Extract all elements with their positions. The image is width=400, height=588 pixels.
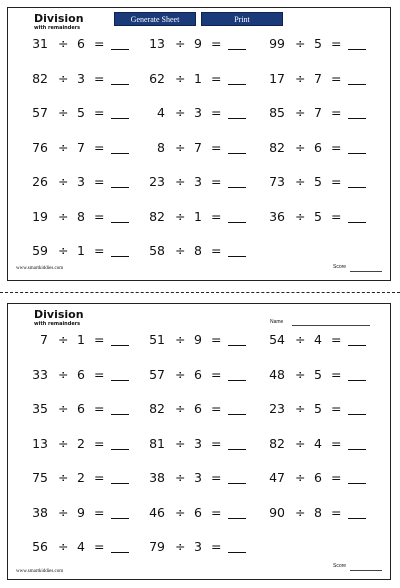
equals-sign: = xyxy=(331,435,342,451)
answer-blank[interactable] xyxy=(348,518,366,519)
dividend: 59 xyxy=(32,243,48,258)
divide-sign: ÷ xyxy=(175,504,186,520)
worksheet-student-sheet xyxy=(7,303,391,580)
divide-sign: ÷ xyxy=(175,366,186,382)
equals-sign: = xyxy=(94,208,105,224)
divide-sign: ÷ xyxy=(175,401,186,416)
answer-blank[interactable] xyxy=(348,187,366,188)
equals-sign: = xyxy=(94,504,105,520)
divide-sign: ÷ xyxy=(175,470,186,485)
answer-blank[interactable] xyxy=(228,187,246,188)
divisor: 3 xyxy=(194,470,202,485)
dividend: 85 xyxy=(269,105,285,120)
equals-sign: = xyxy=(331,401,342,416)
divisor: 7 xyxy=(77,139,85,155)
equals-sign: = xyxy=(211,366,222,382)
answer-blank[interactable] xyxy=(348,414,366,415)
problem-row xyxy=(8,103,390,123)
dividend: 57 xyxy=(149,366,165,382)
divide-sign: ÷ xyxy=(58,105,69,120)
dividend: 26 xyxy=(32,174,48,189)
divisor: 5 xyxy=(314,401,322,416)
divide-sign: ÷ xyxy=(175,208,186,224)
equals-sign: = xyxy=(331,208,342,224)
equals-sign: = xyxy=(211,332,222,347)
problem-row xyxy=(8,207,390,227)
dividend: 99 xyxy=(269,36,285,51)
dividend: 73 xyxy=(269,174,285,189)
dividend: 82 xyxy=(269,435,285,451)
divide-sign: ÷ xyxy=(175,332,186,347)
divide-sign: ÷ xyxy=(295,504,306,520)
divisor: 6 xyxy=(77,401,85,416)
dividend: 54 xyxy=(269,332,285,347)
answer-blank[interactable] xyxy=(111,118,129,119)
equals-sign: = xyxy=(211,401,222,416)
divide-sign: ÷ xyxy=(58,401,69,416)
divisor: 1 xyxy=(77,332,85,347)
divide-sign: ÷ xyxy=(58,470,69,485)
equals-sign: = xyxy=(211,139,222,155)
divisor: 7 xyxy=(194,139,202,155)
score-line xyxy=(350,271,382,272)
dividend: 19 xyxy=(32,208,48,224)
dividend: 81 xyxy=(149,435,165,451)
divisor: 7 xyxy=(314,70,322,86)
equals-sign: = xyxy=(211,105,222,120)
divisor: 6 xyxy=(194,504,202,520)
divisor: 3 xyxy=(194,105,202,120)
answer-blank[interactable] xyxy=(228,256,246,257)
answer-blank[interactable] xyxy=(228,345,246,346)
equals-sign: = xyxy=(331,504,342,520)
problem-row xyxy=(8,138,390,158)
problem-row xyxy=(8,330,390,350)
divide-sign: ÷ xyxy=(295,174,306,189)
divide-sign: ÷ xyxy=(58,504,69,520)
answer-blank[interactable] xyxy=(111,518,129,519)
equals-sign: = xyxy=(331,332,342,347)
divisor: 6 xyxy=(194,401,202,416)
equals-sign: = xyxy=(94,243,105,258)
divide-sign: ÷ xyxy=(295,105,306,120)
name-line[interactable] xyxy=(292,325,370,326)
answer-blank[interactable] xyxy=(348,380,366,381)
dividend: 82 xyxy=(149,401,165,416)
dividend: 38 xyxy=(149,470,165,485)
equals-sign: = xyxy=(94,539,105,554)
answer-blank[interactable] xyxy=(228,153,246,154)
equals-sign: = xyxy=(211,174,222,189)
dividend: 8 xyxy=(157,139,165,155)
divisor: 8 xyxy=(194,243,202,258)
dividend: 62 xyxy=(149,70,165,86)
divide-sign: ÷ xyxy=(175,539,186,554)
answer-blank[interactable] xyxy=(228,49,246,50)
answer-blank[interactable] xyxy=(228,118,246,119)
problem-row xyxy=(8,434,390,454)
equals-sign: = xyxy=(211,70,222,86)
equals-sign: = xyxy=(94,70,105,86)
equals-sign: = xyxy=(94,105,105,120)
answer-blank[interactable] xyxy=(111,552,129,553)
divide-sign: ÷ xyxy=(175,243,186,258)
dividend: 17 xyxy=(269,70,285,86)
answer-blank[interactable] xyxy=(228,449,246,450)
divide-sign: ÷ xyxy=(295,208,306,224)
score-line xyxy=(350,570,382,571)
divide-sign: ÷ xyxy=(295,470,306,485)
worksheet-subtitle: with remainders xyxy=(34,321,81,327)
equals-sign: = xyxy=(211,243,222,258)
divisor: 3 xyxy=(194,539,202,554)
divisor: 6 xyxy=(314,139,322,155)
website-footer: www.smartkiddies.com xyxy=(16,569,64,574)
dividend: 13 xyxy=(149,36,165,51)
dividend: 56 xyxy=(32,539,48,554)
worksheet-title: Division xyxy=(34,308,84,321)
equals-sign: = xyxy=(94,139,105,155)
answer-blank[interactable] xyxy=(228,552,246,553)
divide-sign: ÷ xyxy=(175,105,186,120)
dividend: 38 xyxy=(32,504,48,520)
divide-sign: ÷ xyxy=(295,70,306,86)
divide-sign: ÷ xyxy=(175,70,186,86)
answer-blank[interactable] xyxy=(348,118,366,119)
problem-row xyxy=(8,537,390,557)
dividend: 79 xyxy=(149,539,165,554)
answer-blank[interactable] xyxy=(111,380,129,381)
divide-sign: ÷ xyxy=(58,70,69,86)
divisor: 6 xyxy=(77,366,85,382)
equals-sign: = xyxy=(211,470,222,485)
divide-sign: ÷ xyxy=(58,174,69,189)
dividend: 57 xyxy=(32,105,48,120)
equals-sign: = xyxy=(331,470,342,485)
problem-row xyxy=(8,503,390,523)
answer-blank[interactable] xyxy=(111,84,129,85)
equals-sign: = xyxy=(211,504,222,520)
answer-blank[interactable] xyxy=(348,84,366,85)
divisor: 8 xyxy=(77,208,85,224)
answer-blank[interactable] xyxy=(348,153,366,154)
divisor: 4 xyxy=(314,435,322,451)
divisor: 2 xyxy=(77,470,85,485)
divisor: 3 xyxy=(77,174,85,189)
answer-blank[interactable] xyxy=(348,49,366,50)
equals-sign: = xyxy=(94,470,105,485)
worksheet-subtitle: with remainders xyxy=(34,25,81,31)
equals-sign: = xyxy=(94,366,105,382)
divisor: 5 xyxy=(314,174,322,189)
problem-row xyxy=(8,399,390,419)
dividend: 76 xyxy=(32,139,48,155)
divisor: 2 xyxy=(77,435,85,451)
equals-sign: = xyxy=(94,332,105,347)
divide-sign: ÷ xyxy=(58,366,69,382)
divide-sign: ÷ xyxy=(175,36,186,51)
divisor: 5 xyxy=(314,36,322,51)
answer-blank[interactable] xyxy=(228,222,246,223)
answer-blank[interactable] xyxy=(228,84,246,85)
dividend: 82 xyxy=(269,139,285,155)
score-label: Score xyxy=(333,563,347,569)
answer-blank[interactable] xyxy=(111,483,129,484)
dividend: 48 xyxy=(269,366,285,382)
divisor: 4 xyxy=(314,332,322,347)
equals-sign: = xyxy=(331,139,342,155)
dividend: 47 xyxy=(269,470,285,485)
equals-sign: = xyxy=(94,401,105,416)
equals-sign: = xyxy=(94,174,105,189)
divide-sign: ÷ xyxy=(58,435,69,451)
divide-sign: ÷ xyxy=(295,366,306,382)
divisor: 4 xyxy=(77,539,85,554)
problem-row xyxy=(8,241,390,261)
dividend: 33 xyxy=(32,366,48,382)
divisor: 7 xyxy=(314,105,322,120)
divisor: 1 xyxy=(194,208,202,224)
score-label: Score xyxy=(333,264,347,270)
divisor: 3 xyxy=(194,435,202,451)
dividend: 46 xyxy=(149,504,165,520)
answer-blank[interactable] xyxy=(348,345,366,346)
dividend: 36 xyxy=(269,208,285,224)
problem-row xyxy=(8,69,390,89)
answer-blank[interactable] xyxy=(348,449,366,450)
divisor: 1 xyxy=(194,70,202,86)
divide-sign: ÷ xyxy=(175,174,186,189)
equals-sign: = xyxy=(94,36,105,51)
website-footer: www.smartkiddies.com xyxy=(16,266,64,271)
divide-sign: ÷ xyxy=(295,36,306,51)
divisor: 9 xyxy=(194,36,202,51)
equals-sign: = xyxy=(331,70,342,86)
divide-sign: ÷ xyxy=(175,435,186,451)
divide-sign: ÷ xyxy=(295,401,306,416)
dividend: 4 xyxy=(157,105,165,120)
equals-sign: = xyxy=(94,435,105,451)
problem-row xyxy=(8,34,390,54)
worksheet-answer-sheet xyxy=(7,7,391,281)
divisor: 3 xyxy=(194,174,202,189)
dividend: 75 xyxy=(32,470,48,485)
answer-blank[interactable] xyxy=(228,414,246,415)
answer-blank[interactable] xyxy=(111,345,129,346)
divide-sign: ÷ xyxy=(58,332,69,347)
divisor: 5 xyxy=(77,105,85,120)
dividend: 51 xyxy=(149,332,165,347)
divide-sign: ÷ xyxy=(295,139,306,155)
worksheet-title: Division xyxy=(34,12,84,25)
print-button[interactable]: Print xyxy=(201,12,283,26)
dividend: 82 xyxy=(32,70,48,86)
divide-sign: ÷ xyxy=(295,435,306,451)
answer-blank[interactable] xyxy=(111,449,129,450)
dividend: 13 xyxy=(32,435,48,451)
dividend: 35 xyxy=(32,401,48,416)
equals-sign: = xyxy=(211,208,222,224)
answer-blank[interactable] xyxy=(228,483,246,484)
equals-sign: = xyxy=(211,36,222,51)
equals-sign: = xyxy=(331,36,342,51)
dividend: 23 xyxy=(269,401,285,416)
divisor: 6 xyxy=(314,470,322,485)
dividend: 82 xyxy=(149,208,165,224)
equals-sign: = xyxy=(211,539,222,554)
answer-blank[interactable] xyxy=(111,256,129,257)
dividend: 31 xyxy=(32,36,48,51)
dividend: 7 xyxy=(40,332,48,347)
equals-sign: = xyxy=(331,105,342,120)
divisor: 9 xyxy=(77,504,85,520)
answer-blank[interactable] xyxy=(111,414,129,415)
problem-row xyxy=(8,365,390,385)
divide-sign: ÷ xyxy=(295,332,306,347)
generate-sheet-button[interactable]: Generate Sheet xyxy=(114,12,196,26)
divide-sign: ÷ xyxy=(58,36,69,51)
equals-sign: = xyxy=(211,435,222,451)
equals-sign: = xyxy=(331,174,342,189)
divisor: 6 xyxy=(77,36,85,51)
divide-sign: ÷ xyxy=(58,208,69,224)
dividend: 90 xyxy=(269,504,285,520)
answer-blank[interactable] xyxy=(228,518,246,519)
answer-blank[interactable] xyxy=(111,49,129,50)
divisor: 8 xyxy=(314,504,322,520)
problem-row xyxy=(8,172,390,192)
equals-sign: = xyxy=(331,366,342,382)
divide-sign: ÷ xyxy=(175,139,186,155)
answer-blank[interactable] xyxy=(348,483,366,484)
divisor: 6 xyxy=(194,366,202,382)
dividend: 23 xyxy=(149,174,165,189)
divisor: 9 xyxy=(194,332,202,347)
name-label: Name xyxy=(270,319,284,325)
divide-sign: ÷ xyxy=(58,539,69,554)
answer-blank[interactable] xyxy=(228,380,246,381)
answer-blank[interactable] xyxy=(111,153,129,154)
divide-sign: ÷ xyxy=(58,139,69,155)
answer-blank[interactable] xyxy=(111,187,129,188)
divisor: 5 xyxy=(314,366,322,382)
divisor: 5 xyxy=(314,208,322,224)
cut-line-divider xyxy=(0,292,400,293)
dividend: 58 xyxy=(149,243,165,258)
answer-blank[interactable] xyxy=(348,222,366,223)
problem-row xyxy=(8,468,390,488)
answer-blank[interactable] xyxy=(111,222,129,223)
divide-sign: ÷ xyxy=(58,243,69,258)
divisor: 3 xyxy=(77,70,85,86)
divisor: 1 xyxy=(77,243,85,258)
